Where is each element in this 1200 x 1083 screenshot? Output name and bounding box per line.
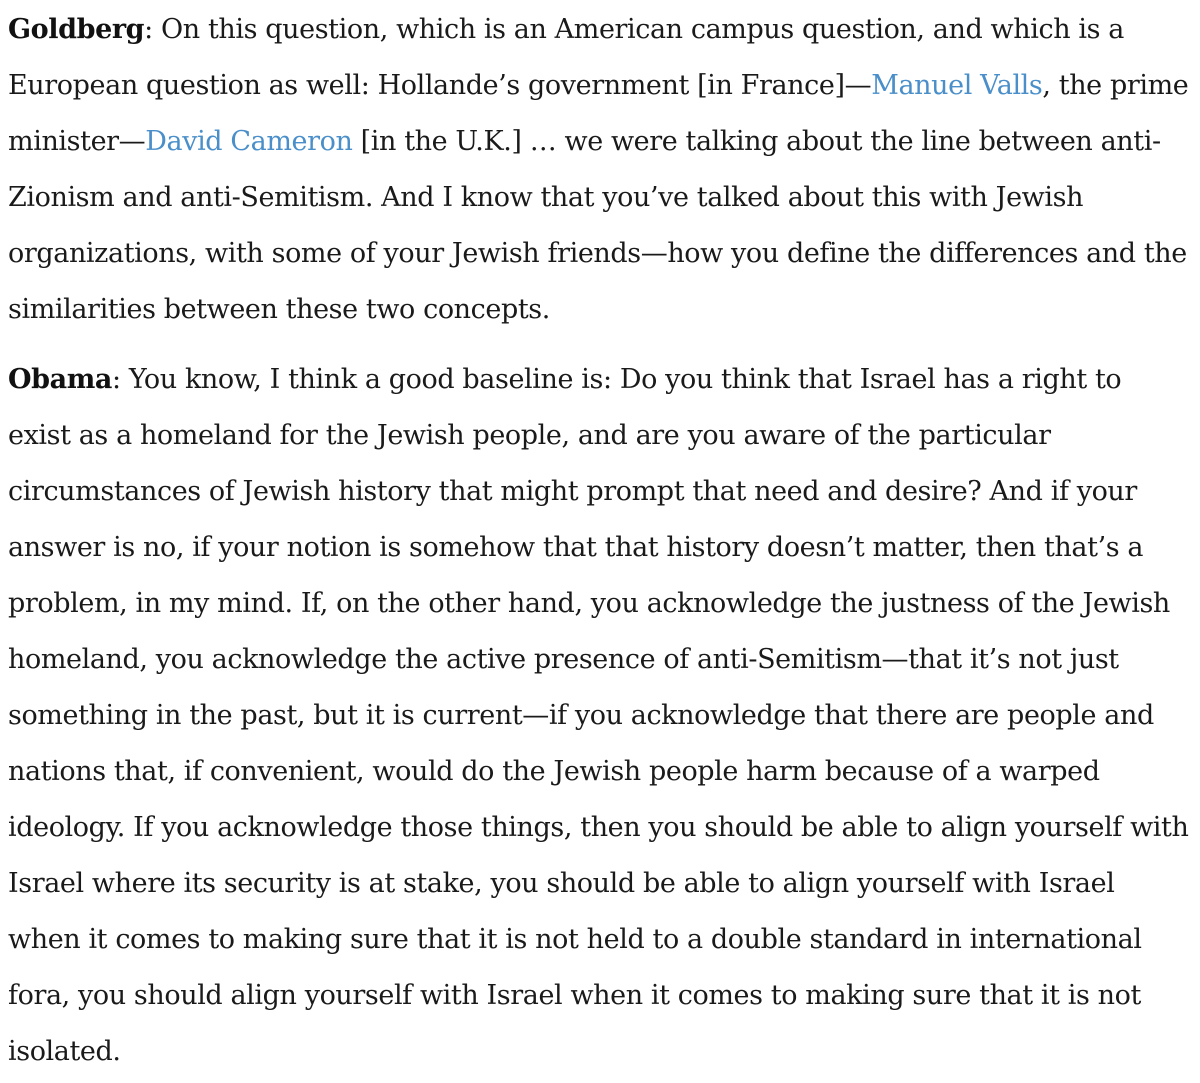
paragraph-text: [in the U.K.] … we were talking about the line between anti-Zionism and anti-Semitism. And I know that you’ve talked about this with Jewish organizations, with some of your Jewish friends—how you define the differences and the similarities between these two concepts.	[8, 126, 1187, 325]
link-manuel-valls[interactable]: Manuel Valls	[871, 70, 1043, 101]
speaker-name: Obama	[8, 364, 112, 395]
paragraph-goldberg	[8, 2, 1190, 338]
paragraph-text: : On this question, which is an American campus question, and which is a European question as well: Hollande’s government [in France]—	[8, 14, 1124, 101]
speaker-name: Goldberg	[8, 14, 145, 45]
paragraph-text: : You know, I think a good baseline is: Do you think that Israel has a right to exist as a homeland for the Jewish people, and are you aware of the particular circumstances of Jewish history that might prompt that need and desire? And if your answer is no, if your notion is somehow that that history doesn’t matter, then that’s a problem, in my mind. If, on the other hand, you acknowledge the justness of the Jewish homeland, you acknowledge the active presence of anti-Semitism—that it’s not just something in the past, but it is current—if you acknowledge that there are people and nations that, if convenient, would do the Jewish people harm because of a warped ideology. If you acknowledge those things, then you should be able to align yourself with Israel where its security is at stake, you should be able to align yourself with Israel when it comes to making sure that it is not held to a double standard in international fora, you should align yourself with Israel when it comes to making sure that it is not isolated.	[8, 364, 1189, 1067]
paragraph-text: , the prime minister—	[8, 70, 1189, 157]
paragraph-obama	[8, 352, 1190, 1080]
link-david-cameron[interactable]: David Cameron	[145, 126, 353, 157]
